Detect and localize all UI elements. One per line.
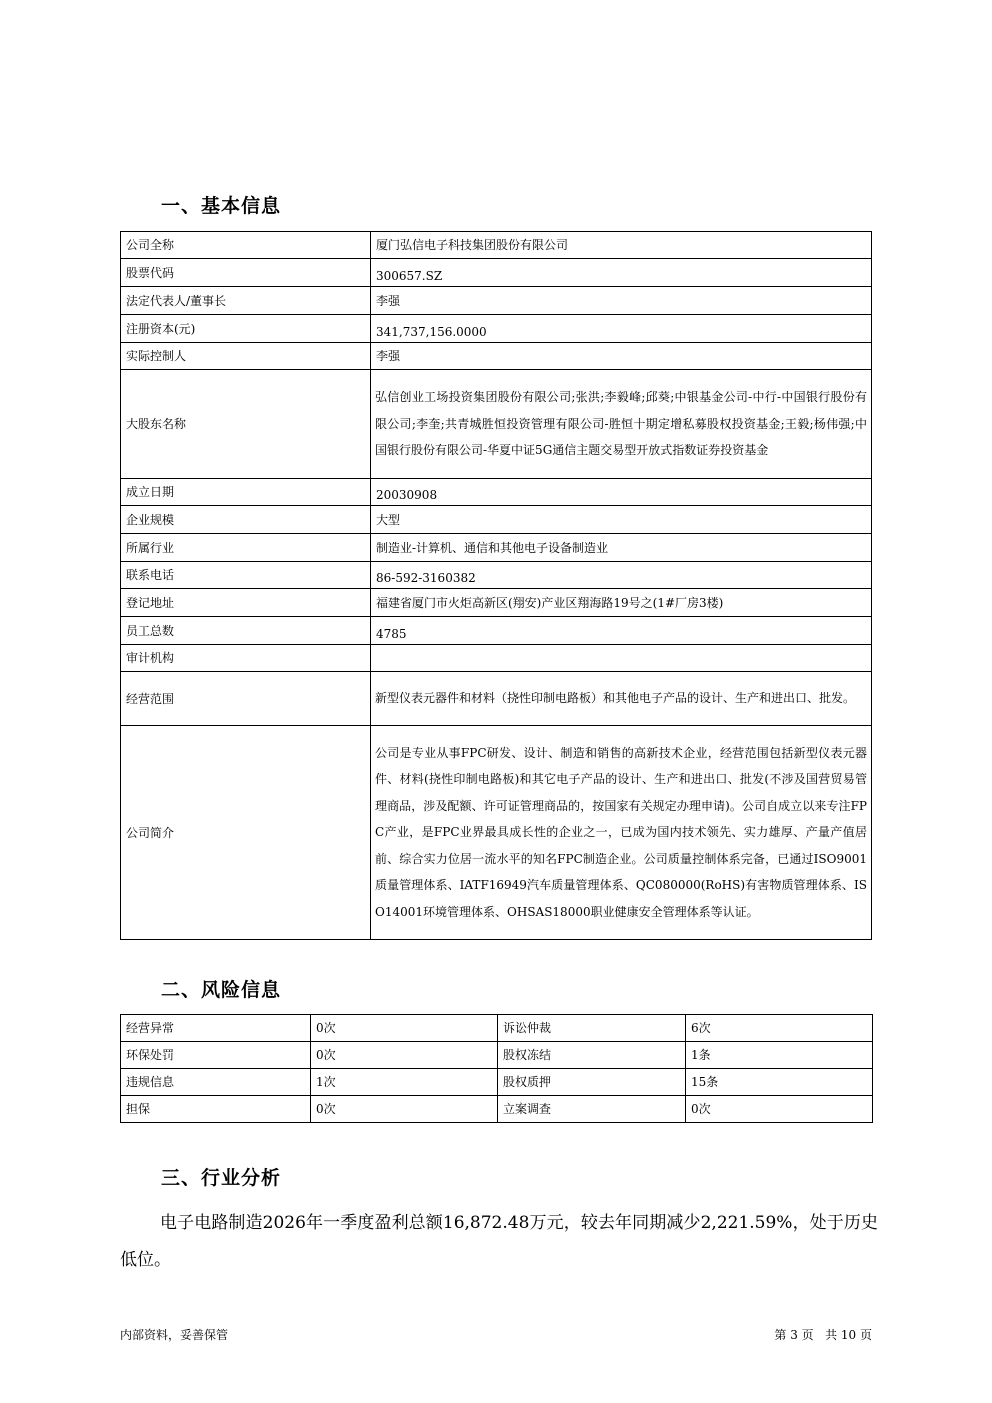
table-row [121,232,872,259]
label-company-name: 公司全称 [121,232,371,259]
risk-label: 环保处罚 [121,1042,311,1069]
value-company-size: 大型 [371,506,872,534]
table-row [121,1042,873,1069]
label-stock-code: 股票代码 [121,259,371,287]
table-row [121,1015,873,1042]
value-registered-capital: 341,737,156.0000 [371,315,872,343]
risk-value: 1次 [311,1069,498,1096]
value-industry: 制造业-计算机、通信和其他电子设备制造业 [371,534,872,562]
value-founding-date: 20030908 [371,479,872,506]
risk-label: 违规信息 [121,1069,311,1096]
risk-value: 15条 [686,1069,873,1096]
risk-value: 0次 [311,1015,498,1042]
table-row [121,259,872,287]
value-company-profile: 公司是专业从事FPC研发、设计、制造和销售的高新技术企业，经营范围包括新型仪表元器件、材料(挠性印制电路板)和其它电子产品的设计、生产和进出口、批发(不涉及国营贸易管理商品，涉及配额、许可证管理商品的，按国家有关规定办理申请)。公司自成立以来专注FPC产业，是FPC业界最具成长性的企业之一，已成为国内技术领先、实力雄厚、产量产值居前、综合实力位居一流水平的知名FPC制造企业。公司质量控制体系完备，已通过ISO9001质量管理体系、IATF16949汽车质量管理体系、QC080000(RoHS)有害物质管理体系、ISO14001环境管理体系、OHSAS18000职业健康安全管理体系等认证。 [371,726,872,940]
table-row [121,672,872,726]
risk-label: 经营异常 [121,1015,311,1042]
label-registered-address: 登记地址 [121,589,371,617]
table-row [121,645,872,672]
label-registered-capital: 注册资本(元) [121,315,371,343]
footer-page-number: 第 3 页 共 10 页 [774,1328,872,1342]
risk-label: 担保 [121,1096,311,1123]
risk-label: 诉讼仲裁 [498,1015,686,1042]
table-row [121,617,872,645]
industry-analysis-paragraph: 电子电路制造2026年一季度盈利总额16,872.48万元，较去年同期减少2,221.59%，处于历史低位。 [120,1213,878,1270]
value-audit-firm [371,645,872,672]
value-employees: 4785 [371,617,872,645]
risk-value: 1条 [686,1042,873,1069]
label-founding-date: 成立日期 [121,479,371,506]
table-row [121,287,872,315]
table-row [121,726,872,940]
value-phone: 86-592-3160382 [371,562,872,589]
section-title-industry-analysis: 三、行业分析 [161,1167,282,1189]
table-row [121,589,872,617]
risk-info-table [120,1014,873,1123]
table-row [121,562,872,589]
label-industry: 所属行业 [121,534,371,562]
table-row [121,1096,873,1123]
section-title-risk-info: 二、风险信息 [161,979,282,1001]
footer-confidential-note: 内部资料，妥善保管 [120,1328,229,1342]
risk-label: 股权质押 [498,1069,686,1096]
label-audit-firm: 审计机构 [121,645,371,672]
risk-value: 6次 [686,1015,873,1042]
risk-label: 立案调查 [498,1096,686,1123]
label-major-shareholders: 大股东名称 [121,370,371,479]
label-company-size: 企业规模 [121,506,371,534]
value-legal-rep: 李强 [371,287,872,315]
label-employees: 员工总数 [121,617,371,645]
table-row [121,506,872,534]
table-row [121,343,872,370]
table-row [121,479,872,506]
value-registered-address: 福建省厦门市火炬高新区(翔安)产业区翔海路19号之(1#厂房3楼) [371,589,872,617]
risk-value: 0次 [686,1096,873,1123]
value-company-name: 厦门弘信电子科技集团股份有限公司 [371,232,872,259]
label-company-profile: 公司简介 [121,726,371,940]
table-row [121,315,872,343]
table-row [121,370,872,479]
value-actual-controller: 李强 [371,343,872,370]
value-stock-code: 300657.SZ [371,259,872,287]
risk-value: 0次 [311,1042,498,1069]
risk-value: 0次 [311,1096,498,1123]
basic-info-table [120,231,872,940]
value-business-scope: 新型仪表元器件和材料（挠性印制电路板）和其他电子产品的设计、生产和进出口、批发。 [371,672,872,726]
table-row [121,1069,873,1096]
value-major-shareholders: 弘信创业工场投资集团股份有限公司;张洪;李毅峰;邱葵;中银基金公司-中行-中国银行股份有限公司;李奎;共青城胜恒投资管理有限公司-胜恒十期定增私募股权投资基金;王毅;杨伟强;中国银行股份有限公司-华夏中证5G通信主题交易型开放式指数证券投资基金 [371,370,872,479]
label-actual-controller: 实际控制人 [121,343,371,370]
risk-label: 股权冻结 [498,1042,686,1069]
section-title-basic-info: 一、基本信息 [161,195,282,217]
label-legal-rep: 法定代表人/董事长 [121,287,371,315]
label-phone: 联系电话 [121,562,371,589]
table-row [121,534,872,562]
label-business-scope: 经营范围 [121,672,371,726]
